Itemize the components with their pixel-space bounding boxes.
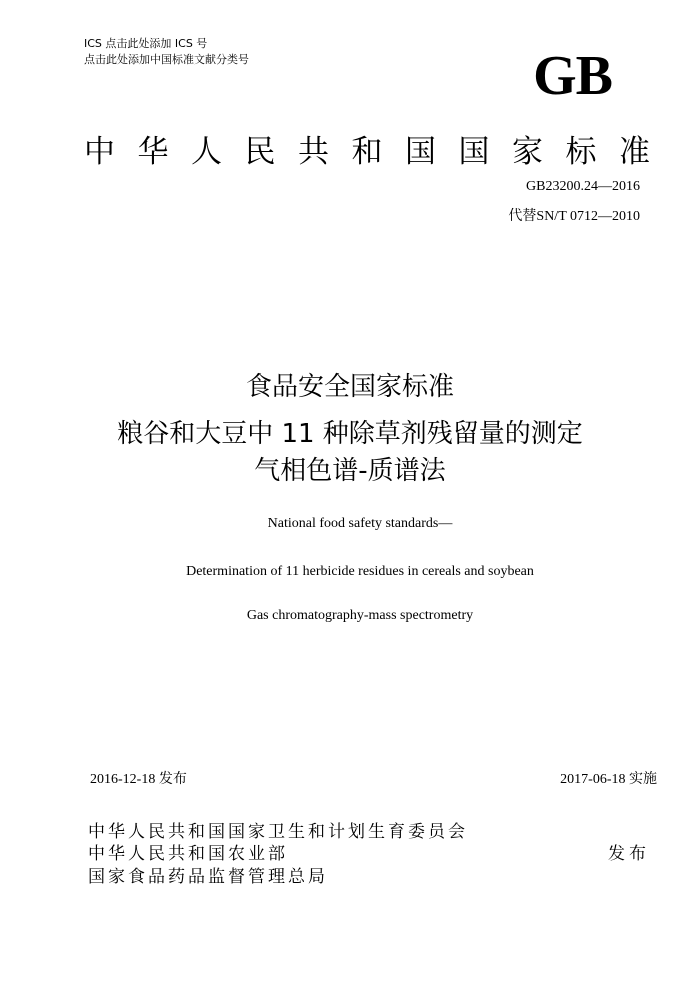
national-standard-heading — [84, 128, 650, 168]
heading-char: 家 — [512, 133, 543, 170]
publish-label: 发布 — [608, 844, 650, 864]
issuer-health-commission: 中华人民共和国国家卫生和计划生育委员会 — [88, 822, 468, 842]
heading-char: 华 — [137, 133, 169, 170]
title-cn-line1: 食品安全国家标准 — [245, 372, 454, 402]
standard-number: GB23200.24—2016 — [526, 179, 640, 194]
title-en-line1: National food safety standards— — [267, 516, 453, 531]
ccs-number: 点击此处添加中国标准文献分类号 — [84, 53, 249, 66]
gb-logo: GB — [533, 45, 612, 107]
heading-char: 人 — [191, 133, 222, 170]
issuer-food-drug-administration: 国家食品药品监督管理总局 — [88, 867, 328, 887]
heading-char: 民 — [244, 133, 276, 170]
ics-number: ICS 点击此处添加 ICS 号 — [84, 37, 208, 50]
title-en-line2: Determination of 11 herbicide residues in cereals and soybean — [186, 564, 534, 579]
heading-char: 国 — [458, 133, 490, 170]
heading-char: 共 — [298, 133, 329, 170]
title-en-line3: Gas chromatography-mass spectrometry — [246, 608, 474, 623]
heading-char: 准 — [619, 133, 650, 170]
title-cn-line2: 粮谷和大豆中 11 种除草剂残留量的测定 — [117, 419, 583, 449]
issuer-agriculture-ministry: 中华人民共和国农业部 — [88, 844, 288, 864]
heading-char: 和 — [351, 133, 383, 170]
heading-char: 中 — [84, 133, 115, 170]
issue-date: 2016-12-18 发布 — [90, 772, 187, 787]
replaces-standard: 代替SN/T 0712—2010 — [508, 209, 640, 224]
title-cn-line3: 气相色谱-质谱法 — [254, 456, 446, 486]
heading-char: 标 — [565, 133, 597, 170]
heading-char: 国 — [405, 133, 436, 170]
implementation-date: 2017-06-18 实施 — [560, 772, 657, 787]
